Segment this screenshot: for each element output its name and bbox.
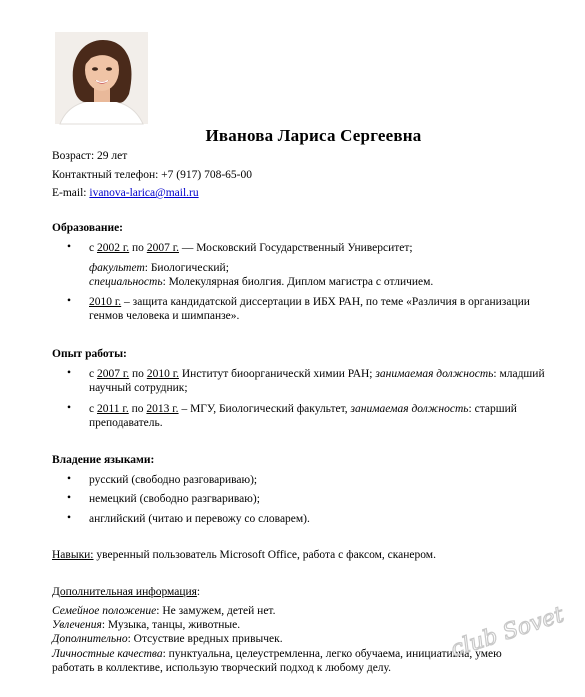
position-value: : младший научный сотрудник; bbox=[89, 368, 545, 394]
position-value: : старший преподаватель. bbox=[89, 403, 517, 429]
experience-item-1 bbox=[89, 367, 559, 395]
family-line bbox=[52, 605, 275, 617]
bullet-icon: • bbox=[67, 295, 72, 307]
text-part: по bbox=[128, 403, 147, 415]
text-part: по bbox=[129, 368, 147, 380]
family-value: : Не замужем, детей нет. bbox=[156, 605, 276, 617]
employer-text: – МГУ, Биологический факультет, bbox=[178, 403, 351, 415]
year-end: 2013 г. bbox=[146, 403, 179, 415]
year: 2010 г. bbox=[89, 296, 122, 308]
specialty-value: : Молекулярная биолгия. Диплом магистра с отличием. bbox=[162, 276, 434, 288]
profile-photo bbox=[55, 32, 148, 124]
email-label: E-mail: bbox=[52, 187, 90, 199]
faculty-line bbox=[89, 261, 559, 275]
employer-text: Институт биоорганическй химии РАН; bbox=[178, 368, 376, 380]
hobby-value: : Музыка, танцы, животные. bbox=[101, 619, 241, 631]
experience-heading: Опыт работы: bbox=[52, 348, 127, 360]
watermark-text: club Sovet bbox=[447, 602, 568, 663]
additional-heading-line bbox=[52, 586, 200, 598]
specialty-line bbox=[89, 275, 559, 289]
language-item: немецкий (свободно разгвариваю); bbox=[89, 493, 260, 505]
skills-text: уверенный пользователь Microsoft Office, работа с факсом, сканером. bbox=[93, 549, 436, 561]
faculty-value: : Биологический; bbox=[144, 262, 229, 274]
university-text: — Московский Государственный Университет; bbox=[178, 242, 413, 254]
position-label: занимаемая должность bbox=[375, 368, 494, 380]
hobby-label: Увлечения bbox=[52, 619, 102, 631]
family-label: Семейное положение bbox=[52, 605, 157, 617]
bullet-icon: • bbox=[67, 241, 72, 253]
bullet-icon: • bbox=[67, 402, 72, 414]
bullet-icon: • bbox=[67, 473, 72, 485]
email-link[interactable]: ivanova-larica@mail.ru bbox=[89, 187, 199, 199]
position-label: занимаемая должность bbox=[350, 403, 469, 415]
skills-line bbox=[52, 549, 436, 561]
languages-heading: Владение языками: bbox=[52, 454, 155, 466]
faculty-label: факультет bbox=[89, 262, 145, 274]
language-item: русский (свободно разговариваю); bbox=[89, 474, 258, 486]
specialty-label: специальность bbox=[89, 276, 163, 288]
age-line: Возраст: 29 лет bbox=[52, 150, 128, 162]
bullet-icon: • bbox=[67, 492, 72, 504]
year-start: 2007 г. bbox=[96, 368, 130, 380]
text-part: с bbox=[89, 403, 97, 415]
resume-name: Иванова Лариса Сергеевна bbox=[205, 126, 422, 145]
year-start: 2011 г. bbox=[96, 403, 129, 415]
dissertation-text: – защита кандидатской диссертации в ИБХ РАН, по теме «Различия в организации генмов человека и шимпанзе». bbox=[89, 296, 530, 322]
language-item: английский (читаю и перевожу со словарем). bbox=[89, 513, 310, 525]
bullet-icon: • bbox=[67, 367, 72, 379]
text-part: с bbox=[89, 368, 97, 380]
text-part: с bbox=[89, 242, 97, 254]
year-end: 2007 г. bbox=[146, 242, 179, 254]
additional-heading: Дополнительная информация bbox=[52, 586, 197, 598]
personal-value: : пунктуальна, целеустремленна, легко обучаема, инициативна, умею работать в коллективе, использую творческий подход к любому делу. bbox=[52, 648, 502, 674]
extra-value: : Отсуствие вредных привычек. bbox=[127, 633, 283, 645]
watermark-logo bbox=[447, 601, 568, 663]
education-item-1 bbox=[89, 241, 559, 255]
extra-line bbox=[52, 633, 283, 645]
portrait-image bbox=[55, 32, 148, 124]
email-line bbox=[52, 187, 199, 199]
colon: : bbox=[196, 586, 201, 598]
extra-label: Дополнительно bbox=[52, 633, 128, 645]
phone-line: Контактный телефон: +7 (917) 708-65-00 bbox=[52, 169, 252, 181]
skills-label: Навыки: bbox=[52, 549, 94, 561]
year-end: 2010 г. bbox=[146, 368, 179, 380]
education-item-2 bbox=[89, 295, 559, 323]
experience-item-2 bbox=[89, 402, 559, 430]
text-part: по bbox=[129, 242, 147, 254]
hobby-line bbox=[52, 619, 240, 631]
personal-label: Личностные качества bbox=[52, 648, 163, 660]
year-start: 2002 г. bbox=[96, 242, 130, 254]
education-heading: Образование: bbox=[52, 222, 124, 234]
bullet-icon: • bbox=[67, 512, 72, 524]
